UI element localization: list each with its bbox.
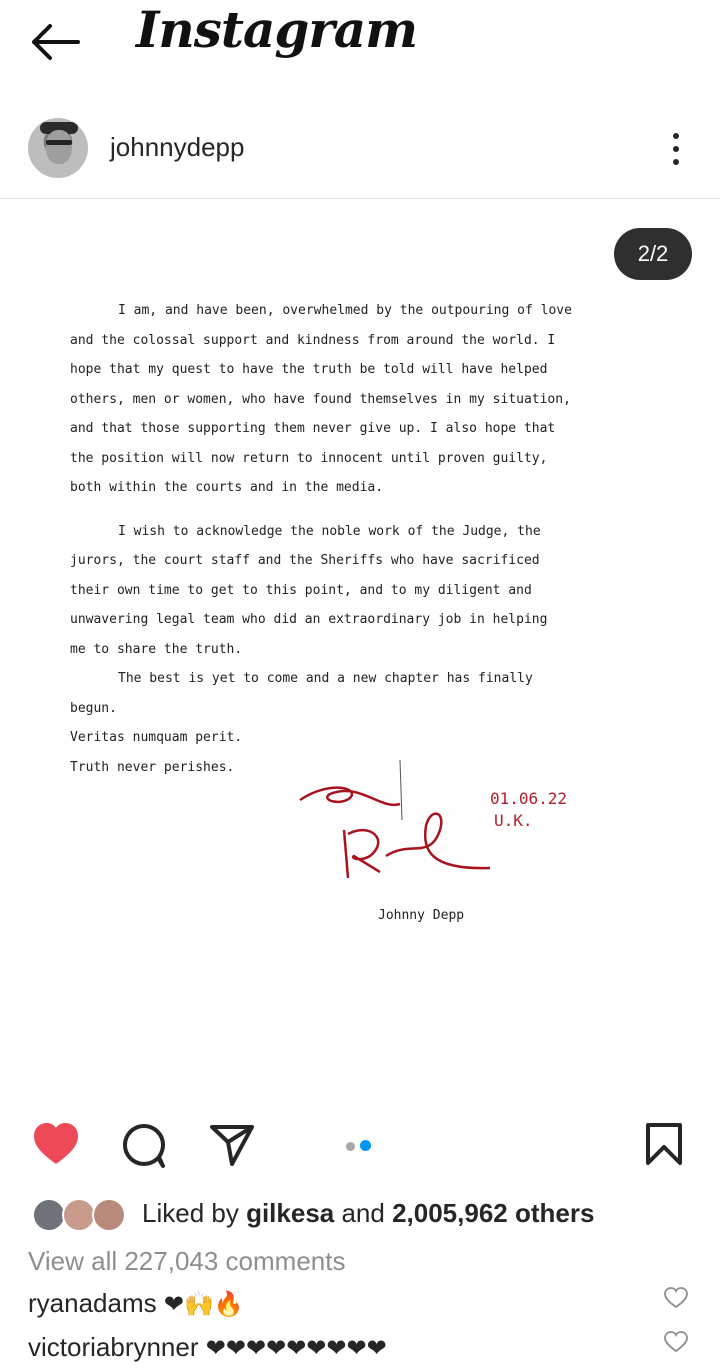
post-media[interactable] [0,200,720,1100]
first-liker-link[interactable]: gilkesa [246,1198,335,1228]
liked-heart-icon[interactable] [32,1122,80,1166]
carousel-dot [346,1142,355,1151]
post-header [0,110,720,199]
letter-paragraph: I am, and have been, overwhelmed by the outpouring of love and the colossal support and kindness from around the world. I hope that my quest to have the truth be told will have helped others, men or women, who have found themselves in my situation, and that those supporting them never give up. I also hope that the position will now return to innocent until proven guilty, both within the courts and in the media. [70,303,572,495]
carousel-dot-active [360,1140,371,1151]
comment-item [28,1332,387,1363]
liker-avatar [62,1198,96,1232]
comment-text: ❤🙌🔥 [163,1290,244,1318]
more-options-icon[interactable] [664,130,688,166]
letter-latin-line: Veritas numquam perit. [70,730,243,745]
liker-avatar [92,1198,126,1232]
share-icon[interactable] [208,1122,256,1168]
likes-text: Liked by gilkesa and 2,005,962 others [142,1198,595,1228]
others-liked-link[interactable]: 2,005,962 others [392,1198,595,1228]
comment-text: ❤❤❤❤❤❤❤❤❤ [205,1334,387,1362]
comment-author[interactable]: victoriabrynner [28,1332,199,1362]
app-bar [0,0,720,90]
letter-paragraph: I wish to acknowledge the noble work of the Judge, the jurors, the court staff and the Sheriffs who have sacrificed their own time to get to this point, and to my diligent and unwavering legal team who did an extraordinary job in helping me to share the truth. [70,523,548,657]
letter-english-line: Truth never perishes. [70,759,235,775]
back-arrow-icon[interactable] [30,22,82,62]
instagram-logo: Instagram [136,0,417,59]
comment-like-icon[interactable] [664,1287,688,1309]
signer-name: Johnny Depp [378,908,465,923]
comment-icon[interactable] [120,1122,168,1170]
view-all-comments-link[interactable]: View all 227,043 comments [28,1246,346,1276]
comment-author[interactable]: ryanadams [28,1288,157,1318]
save-bookmark-icon[interactable] [644,1122,684,1166]
carousel-counter: 2/2 [614,228,692,280]
comment-like-icon[interactable] [664,1331,688,1353]
letter-text [70,296,650,782]
signature-date: 01.06.22 U.K. [490,789,568,830]
action-bar [0,1120,720,1170]
avatar[interactable] [28,118,88,178]
comment-item [28,1288,244,1319]
post-username[interactable]: johnnydepp [110,132,245,162]
carousel-indicator [346,1138,376,1156]
likes-row[interactable] [0,1194,720,1234]
letter-paragraph: The best is yet to come and a new chapter has finally begun. [70,671,533,716]
liker-avatar [32,1198,66,1232]
